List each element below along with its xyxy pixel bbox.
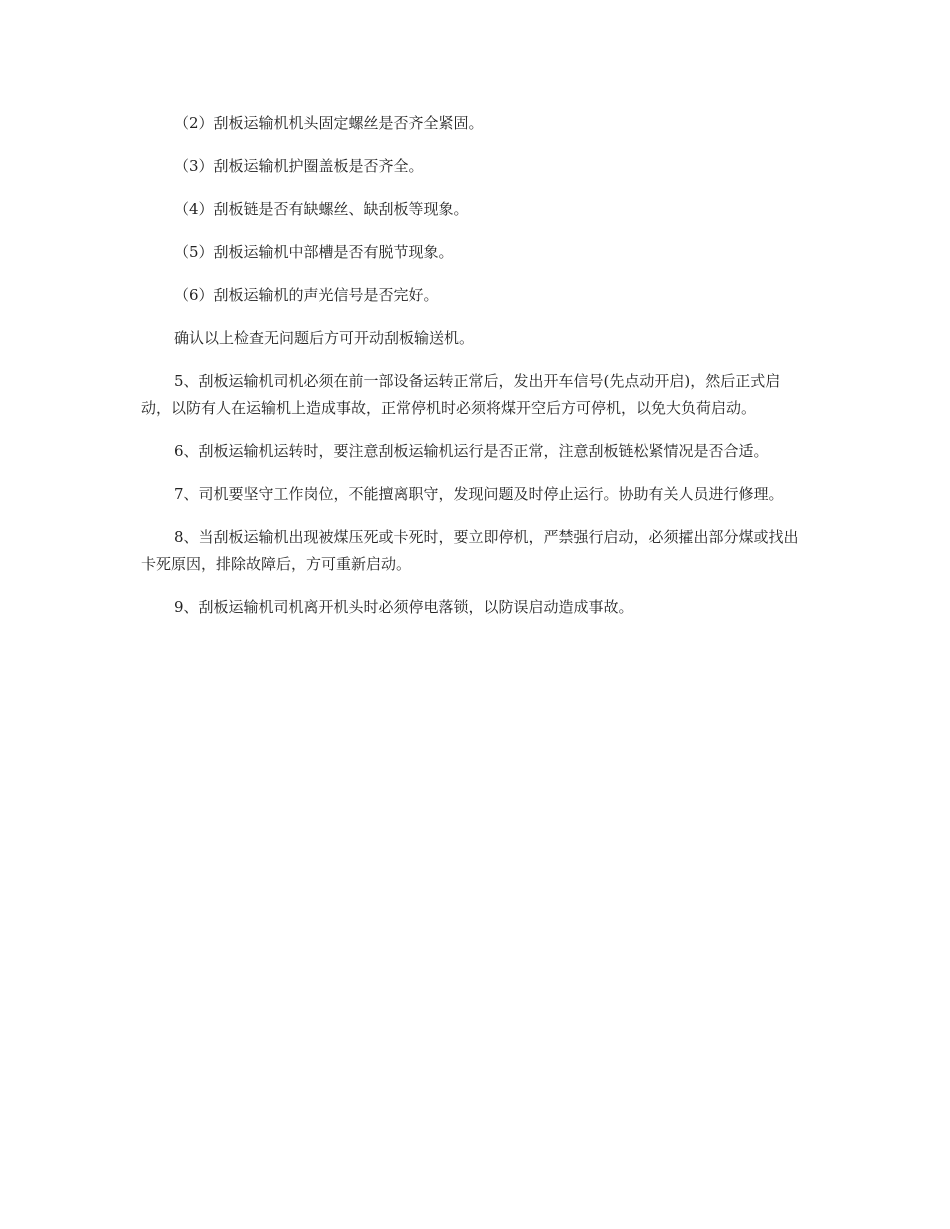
item-7-paragraph: 7、司机要坚守工作岗位，不能擅离职守，发现问题及时停止运行。协助有关人员进行修理。: [174, 485, 784, 503]
item-8-paragraph: 8、当刮板运输机出现被煤压死或卡死时，要立即停机，严禁强行启动，必须攉出部分煤或找出卡死原因，排除故障后，方可重新启动。: [141, 528, 799, 573]
sub-item-4: （4）刮板链是否有缺螺丝、缺刮板等现象。: [174, 200, 469, 218]
item-5-paragraph: 5、刮板运输机司机必须在前一部设备运转正常后，发出开车信号(先点动开启)，然后正式启动，以防有人在运输机上造成事故，正常停机时必须将煤开空后方可停机，以免大负荷启动。: [141, 372, 781, 417]
sub-item-2: （2）刮板运输机机头固定螺丝是否齐全紧固。: [174, 114, 484, 132]
sub-item-6: （6）刮板运输机的声光信号是否完好。: [174, 286, 439, 304]
confirm-paragraph: 确认以上检查无问题后方可开动刮板输送机。: [174, 329, 475, 347]
sub-item-5: （5）刮板运输机中部槽是否有脱节现象。: [174, 243, 454, 261]
sub-item-3: （3）刮板运输机护圈盖板是否齐全。: [174, 157, 424, 175]
document-body: [141, 110, 809, 637]
item-6-paragraph: 6、刮板运输机运转时，要注意刮板运输机运行是否正常，注意刮板链松紧情况是否合适。: [174, 442, 769, 460]
item-9-paragraph: 9、刮板运输机司机离开机头时必须停电落锁，以防误启动造成事故。: [174, 598, 634, 616]
